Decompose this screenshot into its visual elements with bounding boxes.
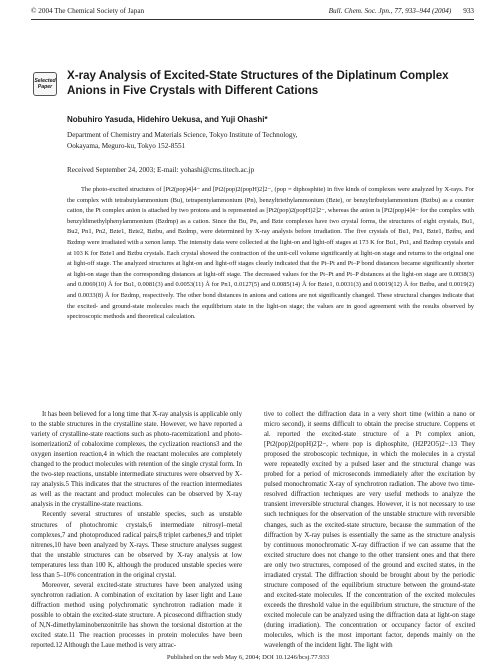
author-list: Nobuhiro Yasuda, Hidehiro Uekusa, and Yuji Ohashi* bbox=[67, 115, 268, 124]
author-affiliation bbox=[67, 130, 427, 151]
affiliation-line-1: Department of Chemistry and Materials Science, Tokyo Institute of Technology, bbox=[67, 131, 298, 139]
page-number: 933 bbox=[463, 7, 474, 15]
abstract: The photo-excited structures of [Pt2(pop)4]4− and [Pt2(pop)2(popH)2]2−, (pop = diphosphite) in five kinds of complexes were analyzed by X-rays. For the complex with tetrabutylammonium (Bu), tetrapentylammonium (Pn), benzyltriethylammonium (Bzte), or benzyltributylammonium (Bztbu) as a counter cation, the Pt complex anion is attached by two protons and is represented as [Pt2(pop)2(popH)2]2−, whereas the anion is [Pt2(pop)4]4− for the complex with benzyldimethylphenylammonium (Bzdmp) as a cation. Since the Bu, Pn, and Bzte complexes have two crystal forms, the structures of eight crystals, Bu1, Bu2, Pn1, Pn2, Bzte1, Bzte2, Bztbu, and Bzdmp, were determined by X-ray analysis before irradiation. The five crystals of Bu1, Pn1, Bzte1, Bztbu, and Bzdmp were irradiated with a xenon lamp. The intensity data were collected at the light-on and light-off stages at 173 K for Bu1, Pn1, and Bzdmp crystals and at 103 K for Bzte1 and Bztbu crystals. Each crystal showed the contraction of the unit-cell volume significantly at light-on stage and returns to the original one at light-off stage. The analyzed structures at light-on and light-off stages clearly indicated that the Pt–Pt and Pt–P bond distances became significantly shorter at light-on stage than the corresponding distances at light-off stage. The decreased values for the Pt–Pt and Pt–P distances at the light-on stage are 0.0038(3) and 0.0069(10) Å for Bu1, 0.0081(3) and 0.0053(11) Å for Pn1, 0.0127(5) and 0.0085(14) Å for Bzte1, 0.0031(3) and 0.0019(12) Å for Bztbu, and 0.0019(2) and 0.0033(8) Å for Bzdmp, respectively. The other bond distances in anions and cations are not significantly changed. These structural changes indicate that the excited- and ground-state molecules reach the equilibrium state in the light-on stage; the values are in good agreement with the results observed by spectroscopic methods and theoretical calculation. bbox=[67, 186, 474, 321]
body-paragraph: It has been believed for a long time that X-ray analysis is applicable only to the stable structures in the crystalline state. However, we have reported a variety of crystalline-state reactions such as photo-racemization1 and photo-isomerization2 of cobaloxime complexes, the cyclization reactions3 and the oxygen insertion reaction,4 in which the reactant molecules are completely changed to the product molecules with retention of the single crystal form. In the two-step reactions, unstable intermediate structures were observed by X-ray analysis.5 This indicates that the structures of the reaction intermediates as well as the reactant and product molecules can be observed by X-ray analysis in the crystalline-state reactions. bbox=[31, 411, 242, 509]
badge-line-1: Selected bbox=[34, 78, 56, 84]
body-paragraph: Moreover, several excited-state structures have been analyzed using synchrotron radiation. A combination of excitation by laser light and Laue diffraction method using polychromatic synchrotron radiation made it possible to obtain the excited-state structure. A picosecond diffraction study of N,N-dimethylaminobenzonitrile has shown the torsional distortion at the excited state.11 The reaction processes in protein molecules have been reported.12 Although the Laue method is very attrac- bbox=[31, 581, 242, 650]
affiliation-line-2: Ookayama, Meguro-ku, Tokyo 152-8551 bbox=[67, 141, 186, 150]
selected-paper-badge bbox=[33, 72, 57, 96]
journal-reference: Bull. Chem. Soc. Jpn., 77, 933–944 (2004) bbox=[328, 7, 452, 15]
article-title: X-ray Analysis of Excited-State Structures of the Diplatinum Complex Anions in Five Crystals with Different Cations bbox=[67, 69, 449, 97]
body-column-left bbox=[31, 410, 242, 651]
body-paragraph: Recently several structures of unstable species, such as unstable structures of photochromic crystals,6 intermediate nitrosyl–metal complexes,7 and photoproduced radical pairs,8 triplet carbenes,9 and triplet nitrenes,10 have been analyzed by X-rays. These structure analyses suggest that the unstable structures can be observed by X-ray analysis at low temperatures less than 100 K, although the produced unstable species were less than 5–10% concentration in the original crystal. bbox=[31, 511, 242, 579]
badge-line-2: Paper bbox=[37, 84, 53, 90]
journal-citation bbox=[329, 7, 474, 15]
body-column-right bbox=[264, 410, 475, 651]
received-date: Received September 24, 2003; E-mail: yohashi@cms.titech.ac.jp bbox=[67, 166, 255, 174]
publication-footer: Published on the web May 6, 2004; DOI 10.1246/bcsj.77.933 bbox=[166, 654, 330, 661]
body-paragraph: tive to collect the diffraction data in a very short time (within a nano or micro second), it seems difficult to obtain the precise structure. Coppens et al. reported the excited-state structure of a Pt complex anion, [Pt2(pop)2(popH)2]2−, where pop is diphosphite, (H2P2O5)2−.13 They proposed the stroboscopic technique, in which the molecules in a crystal were repeatedly excited by a pulsed laser and the structural change was probed for a period of microseconds immediately after the excitation by pulsed monochromatic X-ray of synchrotron radiation. The above two time-resolved diffraction techniques are very useful methods to analyze the transient irreversible structural changes. However, it is not necessary to use such techniques for the observation of the unstable structure with reversible changes, such as the excited-state structure, because the summation of the diffraction by X-ray pulses is essentially the same as the structure analysis by continuous monochromatic X-ray diffraction if we can assume that the excited structure does not change to the other transient ones and that there are only two structures, composed of the ground and excited states, in the irradiated crystal. The diffraction should be brought about by the periodic structure composed of the equilibrium structure between the ground-state and excited-state molecules. If the concentration of the excited molecules exceeds the threshold value in the equilibrium structure, the structure of the excited molecule can be analyzed using the diffraction data at light-on stage (during irradiation). The concentration or occupancy factor of excited molecules, which is the most important factor, depends mainly on the wavelength of the incident light. The light with bbox=[264, 411, 475, 650]
header-rule bbox=[31, 19, 474, 20]
copyright-notice: © 2004 The Chemical Society of Japan bbox=[31, 7, 145, 15]
